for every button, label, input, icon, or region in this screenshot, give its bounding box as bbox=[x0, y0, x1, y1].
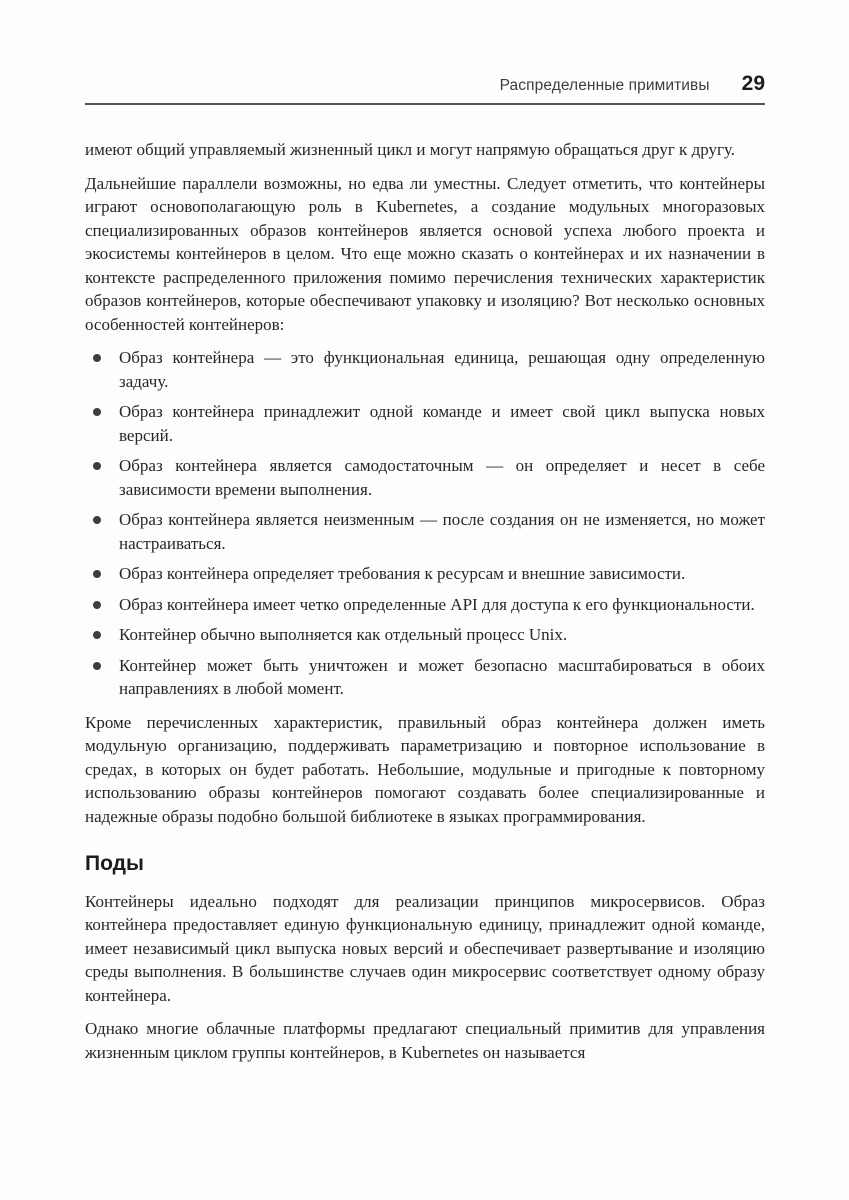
page-number: 29 bbox=[741, 72, 765, 95]
list-item-text: Образ контейнера имеет четко определенные API для доступа к его функциональности. bbox=[119, 594, 755, 614]
list-item-text: Образ контейнера является самодостаточным — он определяет и несет в себе зависимости времени выполнения. bbox=[119, 456, 765, 499]
page-body bbox=[85, 138, 765, 1064]
bullet-icon bbox=[93, 516, 101, 524]
list-item-text: Образ контейнера является неизменным — после создания он не изменяется, но может настраиваться. bbox=[119, 510, 765, 553]
list-item bbox=[85, 454, 765, 501]
bullet-icon bbox=[93, 631, 101, 639]
paragraph-pods-intro: Контейнеры идеально подходят для реализации принципов микросервисов. Образ контейнера предоставляет единую функциональную единицу, принадлежит одной команде, имеет независимый цикл выпуска новых версий и обеспечивает развертывание и изоляцию среды выполнения. В большинстве случаев один микросервис соответствует одному образу контейнера. bbox=[85, 891, 765, 1005]
list-item-text: Образ контейнера принадлежит одной команде и имеет свой цикл выпуска новых версий. bbox=[119, 402, 765, 445]
bullet-icon bbox=[93, 462, 101, 470]
bullet-icon bbox=[93, 354, 101, 362]
list-item-text: Образ контейнера определяет требования к ресурсам и внешние зависимости. bbox=[119, 564, 686, 583]
list-item bbox=[85, 346, 765, 393]
paragraph-continuation: имеют общий управляемый жизненный цикл и могут напрямую обращаться друг к другу. bbox=[85, 140, 736, 159]
list-item bbox=[85, 623, 765, 647]
list-item bbox=[85, 400, 765, 447]
bullet-icon bbox=[93, 662, 101, 670]
list-item-text: Контейнер может быть уничтожен и может безопасно масштабироваться в обоих направлениях в любой момент. bbox=[119, 655, 765, 698]
paragraph-parallels: Дальнейшие параллели возможны, но едва ли уместны. Следует отметить, что контейнеры играют основополагающую роль в Kubernetes, а создание модульных многоразовых специализированных образов контейнеров является основой успеха любого проекта и экосистемы контейнеров в целом. Что еще можно сказать о контейнерах и их назначении в контексте распределенного приложения помимо перечисления технических характеристик образов контейнеров, которые обеспечивают упаковку и изоляцию? Вот несколько основных особенностей контейнеров: bbox=[85, 173, 765, 334]
paragraph-image-qualities: Кроме перечисленных характеристик, правильный образ контейнера должен иметь модульную организацию, поддерживать параметризацию и повторное использование в средах, в которых он будет работать. Небольшие, модульные и пригодные к повторному использованию образы контейнеров помогают создавать более специализированные и надежные образы подобно большой библиотеке в языках программирования. bbox=[85, 712, 765, 826]
list-item-text: Образ контейнера — это функциональная единица, решающая одну определенную задачу. bbox=[119, 348, 765, 391]
paragraph-pods-platforms: Однако многие облачные платформы предлагают специальный примитив для управления жизненным циклом группы контейнеров, в Kubernetes он называется bbox=[85, 1019, 765, 1062]
container-features-list bbox=[85, 346, 765, 701]
bullet-icon bbox=[93, 570, 101, 578]
list-item bbox=[85, 593, 765, 617]
section-heading-pods: Поды bbox=[85, 852, 144, 875]
list-item bbox=[85, 562, 765, 586]
running-title: Распределенные примитивы bbox=[499, 77, 710, 94]
bullet-icon bbox=[93, 601, 101, 609]
list-item bbox=[85, 654, 765, 701]
list-item-text: Контейнер обычно выполняется как отдельный процесс Unix. bbox=[119, 625, 568, 644]
bullet-icon bbox=[93, 408, 101, 416]
list-item bbox=[85, 508, 765, 555]
header-rule bbox=[85, 103, 765, 105]
running-header bbox=[85, 72, 765, 96]
